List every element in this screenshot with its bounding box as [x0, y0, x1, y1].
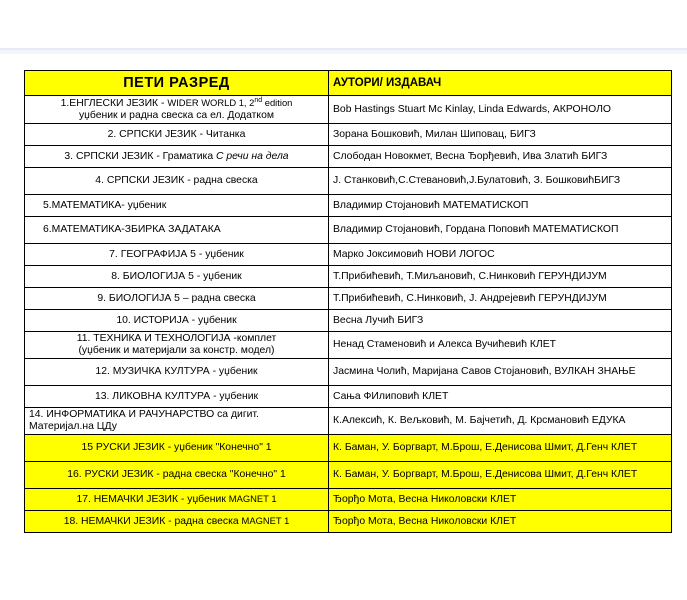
table-row: [25, 332, 672, 359]
table-row: [25, 217, 672, 244]
table-row: [25, 310, 672, 332]
table-header-row: [25, 71, 672, 96]
table-row: [25, 195, 672, 217]
table-row: [25, 408, 672, 435]
book-authors: Марко Јоксимовић НОВИ ЛОГОС: [329, 244, 672, 266]
book-title: 12. МУЗИЧКА КУЛТУРА - уџбеник: [25, 359, 329, 386]
book-authors: Т.Прибићевић, С.Нинковић, Ј. Андрејевић ГЕРУНДИЈУМ: [329, 288, 672, 310]
book-authors: К. Баман, У. Боргварт, М.Брош, Е.Денисова Шмит, Д.Генч КЛЕТ: [329, 435, 672, 462]
book-title: 14. ИНФОРМАТИКА И РАЧУНАРСТВО са дигит. Материјал.на ЦДу: [25, 408, 329, 435]
document-top-band: [0, 0, 687, 50]
table-row: [25, 359, 672, 386]
book-title: 5.МАТЕМАТИКА- уџбеник: [25, 195, 329, 217]
book-authors: Владимир Стојановић, Гордана Поповић МАТЕМАТИСКОП: [329, 217, 672, 244]
book-title: 2. СРПСКИ ЈЕЗИК - Читанка: [25, 124, 329, 146]
book-authors: Т.Прибићевић, Т.Миљановић, С.Нинковић ГЕРУНДИЈУМ: [329, 266, 672, 288]
table-row: [25, 124, 672, 146]
table-row: [25, 168, 672, 195]
book-title: 3. СРПСКИ ЈЕЗИК - Граматика С речи на дела: [25, 146, 329, 168]
book-authors: Сања ФИлиповић КЛЕТ: [329, 386, 672, 408]
table-row-highlighted: [25, 462, 672, 489]
table-row: [25, 96, 672, 124]
book-authors: Ђорђо Мота, Весна Николовски КЛЕТ: [329, 489, 672, 511]
book-title: 18. НЕМАЧКИ ЈЕЗИК - радна свеска MAGNET 1: [25, 511, 329, 533]
table-row-highlighted: [25, 435, 672, 462]
table-row-highlighted: [25, 511, 672, 533]
book-title: 8. БИОЛОГИЈА 5 - уџбеник: [25, 266, 329, 288]
book-title: 16. РУСКИ ЈЕЗИК - радна свеска "Конечно" 1: [25, 462, 329, 489]
page-edge-shadow: [0, 50, 687, 54]
table-row: [25, 266, 672, 288]
book-authors: Зорана Бошковић, Милан Шиповац, БИГЗ: [329, 124, 672, 146]
table-row: [25, 244, 672, 266]
book-authors: К.Алексић, К. Вељковић, М. Бајчетић, Д. Крсмановић ЕДУКА: [329, 408, 672, 435]
book-authors: К. Баман, У. Боргварт, М.Брош, Е.Денисова Шмит, Д.Генч КЛЕТ: [329, 462, 672, 489]
grade-heading: ПЕТИ РАЗРЕД: [25, 71, 329, 96]
book-authors: Весна Лучић БИГЗ: [329, 310, 672, 332]
authors-heading: АУТОРИ/ ИЗДАВАЧ: [329, 71, 672, 96]
table-row: [25, 386, 672, 408]
book-title: 13. ЛИКОВНА КУЛТУРА - уџбеник: [25, 386, 329, 408]
textbook-table: [24, 70, 672, 533]
table-row: [25, 288, 672, 310]
book-title: 10. ИСТОРИЈА - уџбеник: [25, 310, 329, 332]
book-authors: Владимир Стојановић МАТЕМАТИСКОП: [329, 195, 672, 217]
table-row: [25, 146, 672, 168]
book-title: 1.ЕНГЛЕСКИ ЈЕЗИК - WIDER WORLD 1, 2nd edition уџбеник и радна свеска са ел. Додатком: [25, 96, 329, 124]
book-authors: Bob Hastings Stuart Mc Kinlay, Linda Edwards, АКРОНОЛО: [329, 96, 672, 124]
table-row-highlighted: [25, 489, 672, 511]
book-title: 15 РУСКИ ЈЕЗИК - уџбеник "Конечно" 1: [25, 435, 329, 462]
book-title: 17. НЕМАЧКИ ЈЕЗИК - уџбеник MAGNET 1: [25, 489, 329, 511]
book-authors: Ненад Стаменовић и Алекса Вучићевић КЛЕТ: [329, 332, 672, 359]
book-title: 7. ГЕОГРАФИЈА 5 - уџбеник: [25, 244, 329, 266]
book-title: 6.МАТЕМАТИКА-ЗБИРКА ЗАДАТАКА: [25, 217, 329, 244]
book-authors: Ј. Станковић,С.Стевановић,Ј.Булатовић, З. БошковићБИГЗ: [329, 168, 672, 195]
book-title: 4. СРПСКИ ЈЕЗИК - радна свеска: [25, 168, 329, 195]
book-authors: Ђорђо Мота, Весна Николовски КЛЕТ: [329, 511, 672, 533]
book-authors: Слободан Новокмет, Весна Ђорђевић, Ива Златић БИГЗ: [329, 146, 672, 168]
book-title: 9. БИОЛОГИЈА 5 – радна свеска: [25, 288, 329, 310]
book-title: 11. ТЕХНИКА И ТЕХНОЛОГИЈА -комплет (уџбеник и материјали за констр. модел): [25, 332, 329, 359]
book-authors: Јасмина Чолић, Маријана Савов Стојановић, ВУЛКАН ЗНАЊЕ: [329, 359, 672, 386]
